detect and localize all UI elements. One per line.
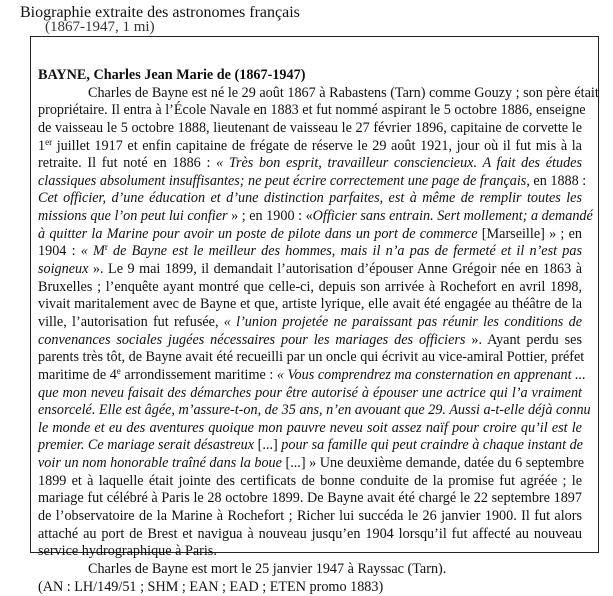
paragraph-line	[38, 138, 582, 156]
paragraph-line	[38, 365, 586, 385]
paragraph-line	[38, 261, 582, 279]
paragraph-line	[38, 332, 582, 350]
paragraph-line: de l’observatoire de la Marine à Rochefort ; Richer lui succéda le 26 janvier 1900. Il fut alors	[38, 508, 582, 525]
text-run: maritime de 4	[38, 366, 117, 383]
paragraph-line: mariage fut célébré à Paris le 28 octobre 1899. De Bayne avait été chargé le 22 septembre 1897	[38, 490, 582, 507]
quoted-text: de Bayne est le meilleur des hommes, mais il n’a pas de fermeté et il n’est pas	[107, 243, 582, 260]
paragraph-line	[38, 226, 582, 244]
superscript: er	[45, 136, 53, 147]
paragraph-line	[38, 314, 582, 332]
paragraph-line	[38, 437, 582, 455]
text-run: ». Ayant perdu ses	[465, 331, 582, 348]
paragraph-line	[38, 420, 582, 438]
paragraph-line: Bruxelles ; l’enquête ayant montré que celle-ci, depuis son arrivée à Rochefort en avril 1898,	[38, 278, 582, 295]
paragraph-line	[38, 402, 591, 420]
text-run: retraite. Il fut noté en 1886 :	[38, 155, 217, 172]
paragraph-line: de vaisseau le 5 octobre 1888, lieutenant de vaisseau le 27 février 1896, capitaine de corvette le	[38, 119, 582, 136]
quoted-text: « M	[80, 243, 105, 260]
quoted-text: classiques absolument insuffisantes; ne peut écrire correctement une page de français	[38, 172, 527, 189]
quoted-text: missions que l’on peut lui confier	[38, 208, 228, 225]
biography-paragraph-1	[38, 84, 599, 561]
paragraph-line	[38, 172, 587, 191]
biography-paragraph-2: Charles de Bayne est mort le 25 janvier 1947 à Rayssac (Tarn).	[88, 560, 447, 577]
biography-text	[38, 67, 599, 596]
paragraph-line: attaché au port de Brest et navigua à nouveau jusqu’en 1904 lorsqu’il fut affecté au nouveau	[38, 525, 582, 542]
page-caption: Biographie extraite des astronomes français	[20, 4, 300, 21]
text-run: [...]	[254, 437, 282, 454]
clipped-text: (1867-1947, 1 mi)	[45, 19, 155, 35]
quoted-text: soigneux	[38, 261, 89, 278]
paragraph-line: Charles de Bayne est né le 29 août 1867 à Rabastens (Tarn) comme Gouzy ; son père était	[88, 84, 599, 101]
text-run: , en 1888 :	[526, 172, 587, 189]
paragraph-line: propriétaire. Il entra à l’École Navale en 1883 et fut nommé aspirant le 5 octobre 1886, enseigne	[38, 102, 586, 119]
quoted-text: « l’union projetée ne paraissant pas réunir les conditions de	[223, 313, 582, 330]
clipped-text-strip	[45, 19, 285, 35]
quoted-text: à quitter la Marine pour avoir un poste de pilote dans un port de commerce	[38, 225, 478, 242]
paragraph-line: parents très tôt, de Bayne avait été recueilli par un oncle qui écrivit au vice-amiral Pottier, préfet	[38, 349, 585, 366]
paragraph-line	[38, 243, 582, 261]
quoted-text: Officier sans entrain. Sert mollement; a demandé	[312, 208, 593, 225]
text-run: ville, l’autorisation fut refusée,	[38, 313, 224, 330]
biography-sources: (AN : LH/149/51 ; SHM ; EAN ; EAD ; ETEN promo 1883)	[38, 578, 384, 595]
text-run: 1904 :	[38, 243, 81, 260]
paragraph-line: vivait maritalement avec de Bayne et que, artiste lyrique, elle avait été engagée au théâtre de la	[38, 296, 582, 313]
paragraph-line: 1899 et à laquelle était jointe des certificats de bonne conduite de la promise fut agréée ; le	[38, 472, 582, 489]
text-run: [Marseille] » ; en	[477, 225, 582, 242]
paragraph-line	[38, 385, 582, 403]
paragraph-line	[38, 155, 582, 173]
quoted-text: premier. Ce mariage serait désastreux	[38, 437, 255, 454]
quoted-text: convenances sociales jugées nécessaires pour les mariages des officiers	[38, 331, 466, 348]
quoted-text: le monde et eu des aventures quoique mon pauvre neveu soit assez naïf pour croire qu’il est le	[38, 419, 582, 436]
quoted-text: ensorcelé. Elle est âgée, m’assure-t-on, de 35 ans, n’en avouant que 29. Aussi a-t-elle déjà connu	[38, 402, 591, 419]
quoted-text: Cet officier, d’une éducation et d’une distinction parfaites, est à même de remplir toutes les	[38, 190, 582, 207]
superscript: r	[104, 242, 108, 253]
paragraph-line	[38, 208, 593, 226]
paragraph-line: service hydrographique à Paris.	[38, 543, 217, 560]
quoted-text: voir un nom honorable traîné dans la boue	[38, 455, 282, 472]
paragraph-line	[38, 190, 582, 208]
text-run: juillet 1917 et enfin capitaine de frégate de réserve le 29 août 1921, jour où il fut mis à la	[52, 137, 582, 154]
text-run: arrondissement maritime :	[120, 366, 277, 383]
superscript: e	[116, 365, 121, 376]
quoted-text: « Très bon esprit, travailleur consciencieux. A fait des études	[216, 155, 582, 172]
paragraph-line	[38, 455, 585, 473]
biography-heading: BAYNE, Charles Jean Marie de (1867-1947)	[38, 67, 306, 83]
text-run: 1	[38, 137, 46, 154]
quoted-text: « Vous comprendrez ma consternation en apprenant ...	[276, 366, 586, 383]
text-run: [...] » Une deuxième demande, datée du 6 septembre	[281, 455, 585, 472]
text-run: » ; en 1900 : «	[227, 208, 313, 225]
quoted-text: pour sa famille qui peut craindre à chaque instant de	[281, 437, 583, 454]
quoted-text: que mon neveu faisait des démarches pour être autorisé à épouser une actrice qui l’a vraiment	[38, 384, 582, 401]
text-run: ». Le 9 mai 1899, il demandait l’autorisation d’épouser Anne Grégoir née en 1863 à	[88, 261, 582, 278]
